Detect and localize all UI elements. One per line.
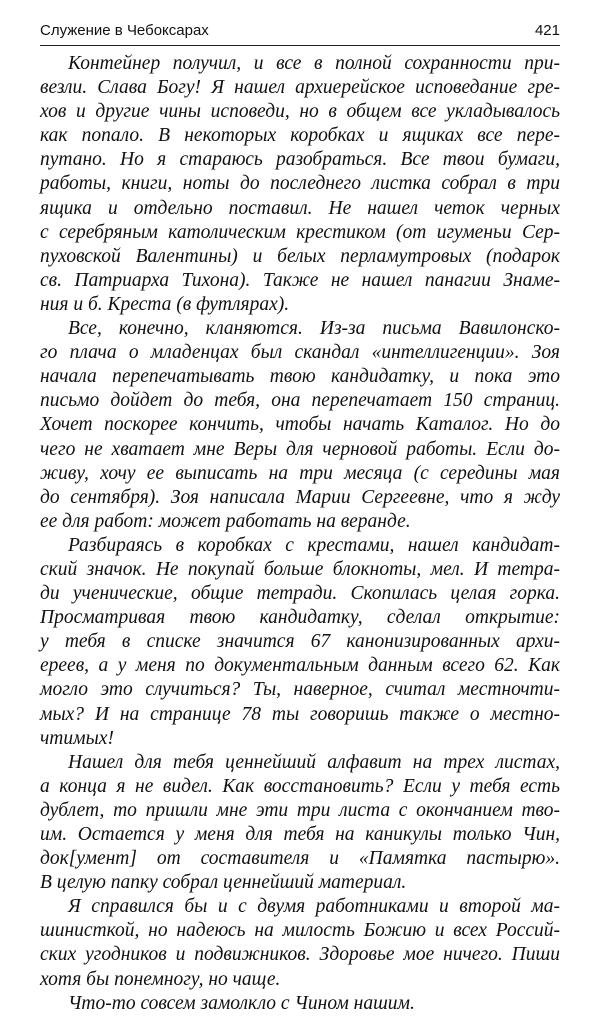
- text-line: могло это случиться? Ты, наверное, считал местночти-: [40, 679, 560, 701]
- text-line: как попало. В некоторых коробках и ящиках все пере-: [40, 125, 560, 147]
- body-text: [40, 52, 560, 1016]
- text-line: ее для работ: может работать на веранде.: [40, 510, 411, 532]
- paragraph: [40, 992, 560, 1016]
- text-line: ящика и отдельно поставил. Не нашел четок черных: [40, 197, 560, 219]
- paragraph: [40, 895, 560, 991]
- text-line: Хочет поскорее кончить, чтобы начать Каталог. Но до: [40, 414, 560, 436]
- text-line: Разбираясь в коробках с крестами, нашел кандидат-: [68, 534, 560, 556]
- text-line: В целую папку собрал ценнейший материал.: [40, 872, 407, 894]
- text-line: начала перепечатывать твою кандидатку, и пока это: [40, 366, 560, 388]
- text-line: с серебряным католическим крестиком (от игуменьи Сер-: [40, 221, 560, 243]
- running-head: [40, 22, 560, 39]
- text-line: го плача о младенцах был скандал «интеллигенции». Зоя: [40, 342, 560, 364]
- text-line: пуховской Валентины) и белых перламутровых (подарок: [40, 245, 560, 267]
- paragraph: [40, 52, 560, 317]
- text-line: док[умент] от составителя и «Памятка пастырю».: [40, 848, 560, 870]
- paragraph: [40, 534, 560, 751]
- text-line: Я справился бы и с двумя работниками и второй ма-: [68, 896, 560, 918]
- text-line: мых? И на странице 78 ты говоришь также о местно-: [40, 703, 560, 725]
- text-line: работы, книги, ноты до последнего листка собрал в три: [40, 173, 560, 195]
- paragraph: [40, 751, 560, 896]
- text-line: хотя бы понемногу, но чаще.: [40, 968, 281, 990]
- text-line: а конца я не видел. Как восстановить? Если у тебя есть: [40, 775, 560, 797]
- text-line: им. Остается у меня для тебя на каникулы только Чин,: [40, 824, 560, 845]
- text-line: везли. Слава Богу! Я нашел архиерейское исповедание гре-: [40, 77, 560, 99]
- text-line: Просматривая твою кандидатку, сделал открытие:: [40, 607, 560, 629]
- text-line: ди ученические, общие тетради. Скопилась целая горка.: [40, 583, 560, 605]
- text-line: чего не хватает мне Веры для черновой работы. Если до-: [40, 438, 560, 460]
- text-line: ских угодников и подвижников. Здоровье мое ничего. Пиши: [40, 944, 560, 966]
- text-line: ереев, а у меня по документальным данным всего 62. Как: [40, 655, 560, 677]
- text-line: Контейнер получил, и все в полной сохранности при-: [68, 53, 560, 74]
- text-line: путано. Но я стараюсь разобраться. Все твои бумаги,: [40, 149, 560, 171]
- text-line: до сентября). Зоя написала Марии Сергеевне, что я жду: [40, 486, 560, 508]
- text-line: хов и другие чины исповеди, но в общем все укладывалось: [40, 101, 560, 123]
- text-line: шинисткой, но надеюсь на милость Божию и всех Россий-: [40, 920, 560, 942]
- text-line: Что-то совсем замолкло с Чином нашим.: [68, 992, 415, 1014]
- text-line: Нашел для тебя ценнейший алфавит на трех листах,: [68, 751, 560, 773]
- running-title: Служение в Чебоксарах: [40, 22, 209, 39]
- text-line: чтимых!: [40, 727, 114, 749]
- text-line: Все, конечно, кланяются. Из-за письма Вавилонско-: [68, 318, 560, 340]
- text-line: письмо дойдет до тебя, она перепечатает 150 страниц.: [40, 390, 560, 412]
- header-rule: [40, 45, 560, 46]
- text-line: дублет, то пришли мне эти три листа с окончанием тво-: [40, 799, 560, 821]
- text-line: св. Патриарха Тихона). Также не нашел панагии Знаме-: [40, 269, 560, 291]
- text-line: живу, хочу ее выписать на три месяца (с середины мая: [40, 462, 560, 484]
- paragraph: [40, 317, 560, 534]
- text-line: у тебя в списке значится 67 канонизированных архи-: [40, 631, 560, 653]
- page-number: 421: [534, 22, 560, 39]
- text-line: ния и б. Креста (в футлярах).: [40, 293, 290, 315]
- text-line: ский значок. Не покупай больше блокноты, мел. И тетра-: [40, 558, 560, 580]
